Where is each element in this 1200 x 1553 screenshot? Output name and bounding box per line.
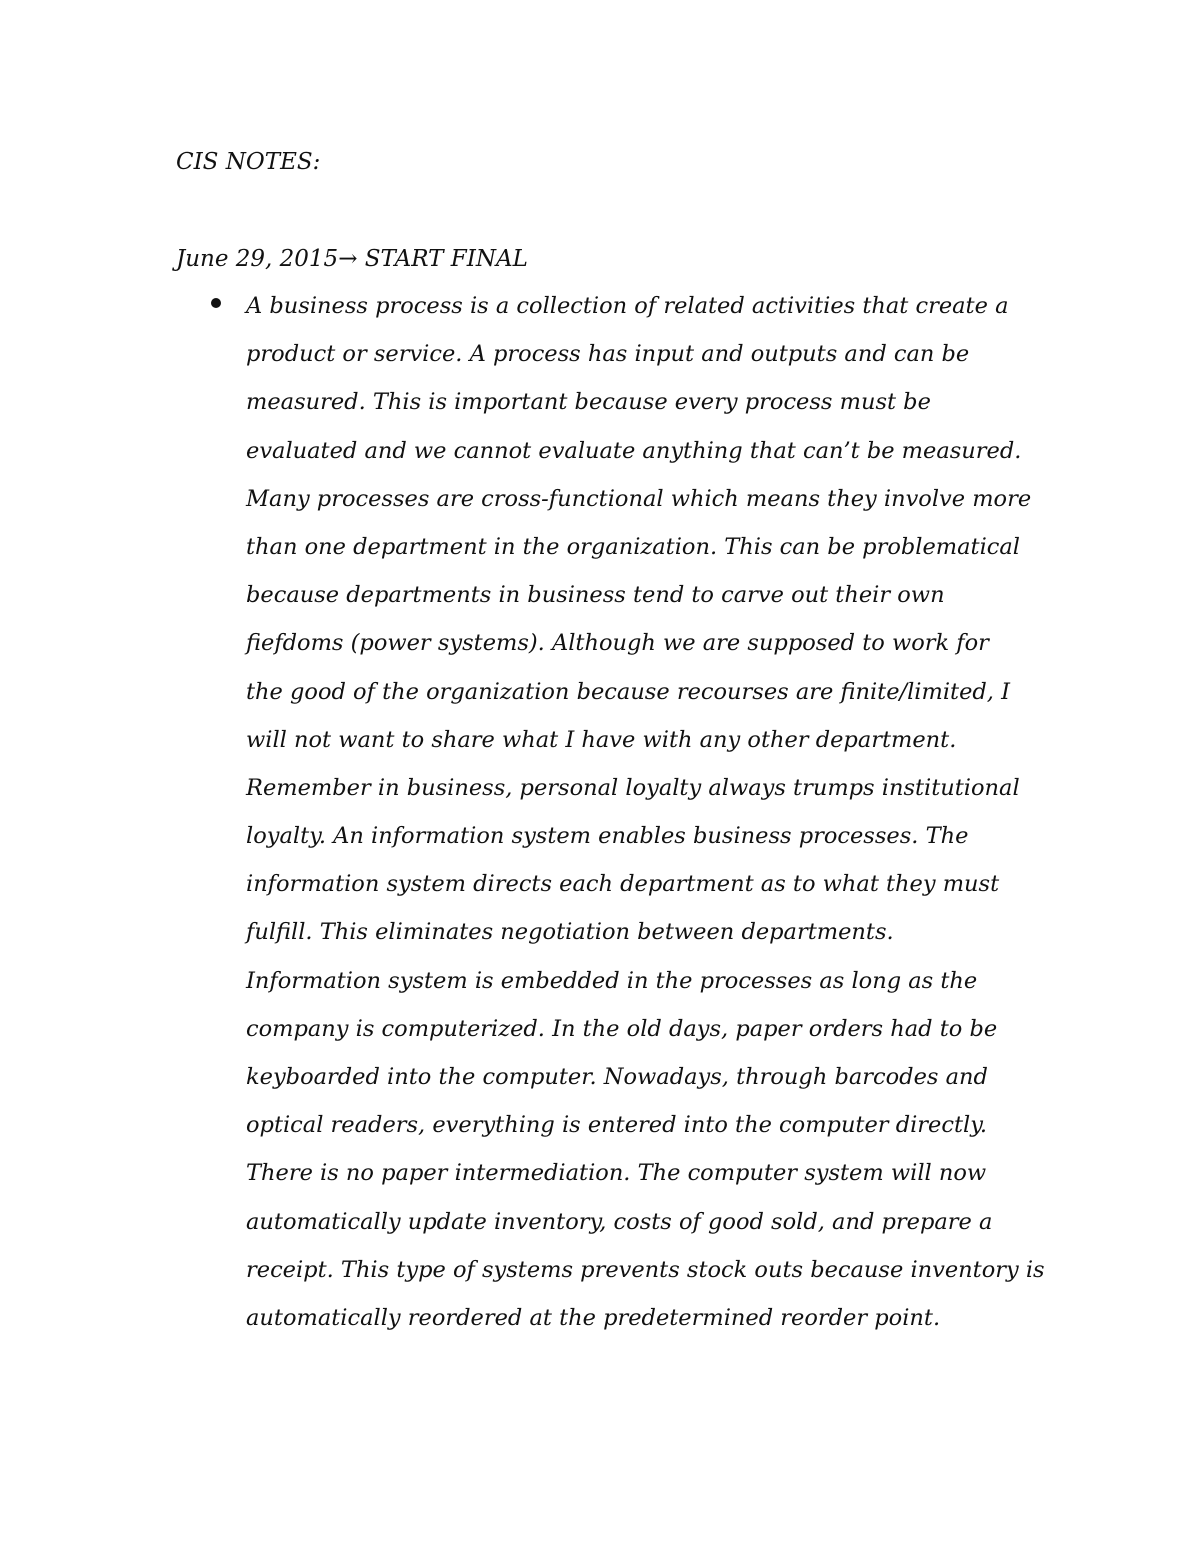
bullet-dot-icon — [211, 298, 221, 308]
paragraph-line: A business process is a collection of related activities that create a — [246, 293, 1009, 319]
paragraph-line: optical readers, everything is entered into the computer directly. — [246, 1112, 988, 1139]
paragraph-line: Many processes are cross-functional which means they involve more — [246, 485, 1032, 512]
paragraph-line: product or service. A process has input and outputs and can be — [246, 341, 970, 368]
document-heading: CIS NOTES: — [176, 149, 321, 175]
date-line — [176, 243, 528, 275]
arrow-right-icon: → — [338, 246, 358, 272]
paragraph-line: automatically reordered at the predetermined reorder point. — [246, 1304, 941, 1331]
paragraph-line: because departments in business tend to carve out their own — [246, 582, 945, 609]
paragraph-line: measured. This is important because every process must be — [246, 389, 931, 416]
start-final-label: START FINAL — [357, 246, 528, 272]
paragraph-line: loyalty. An information system enables business processes. The — [246, 823, 969, 850]
paragraph-line: will not want to share what I have with any other department. — [246, 726, 957, 753]
paragraph-line: fulfill. This eliminates negotiation between departments. — [246, 919, 894, 946]
paragraph-line: There is no paper intermediation. The computer system will now — [246, 1160, 987, 1187]
paragraph-line: receipt. This type of systems prevents stock outs because inventory is — [246, 1256, 1045, 1283]
paragraph-line: automatically update inventory, costs of good sold, and prepare a — [246, 1208, 993, 1235]
date-label: June 29, 2015 — [176, 246, 339, 272]
paragraph-line: company is computerized. In the old days, paper orders had to be — [246, 1015, 998, 1042]
paragraph-line: Information system is embedded in the processes as long as the — [246, 967, 978, 994]
paragraph-line: than one department in the organization. This can be problematical — [246, 533, 1020, 560]
paragraph-line: information system directs each department as to what they must — [246, 871, 1000, 898]
bullet-paragraph — [246, 289, 1046, 1349]
paragraph-line: keyboarded into the computer. Nowadays, through barcodes and — [246, 1064, 988, 1090]
paragraph-line: Remember in business, personal loyalty always trumps institutional — [246, 774, 1020, 801]
paragraph-line: evaluated and we cannot evaluate anything that can’t be measured. — [246, 437, 1022, 464]
paragraph-line: fiefdoms (power systems). Although we are supposed to work for — [246, 630, 989, 657]
paragraph-line: the good of the organization because recourses are finite/limited, I — [246, 678, 1010, 705]
